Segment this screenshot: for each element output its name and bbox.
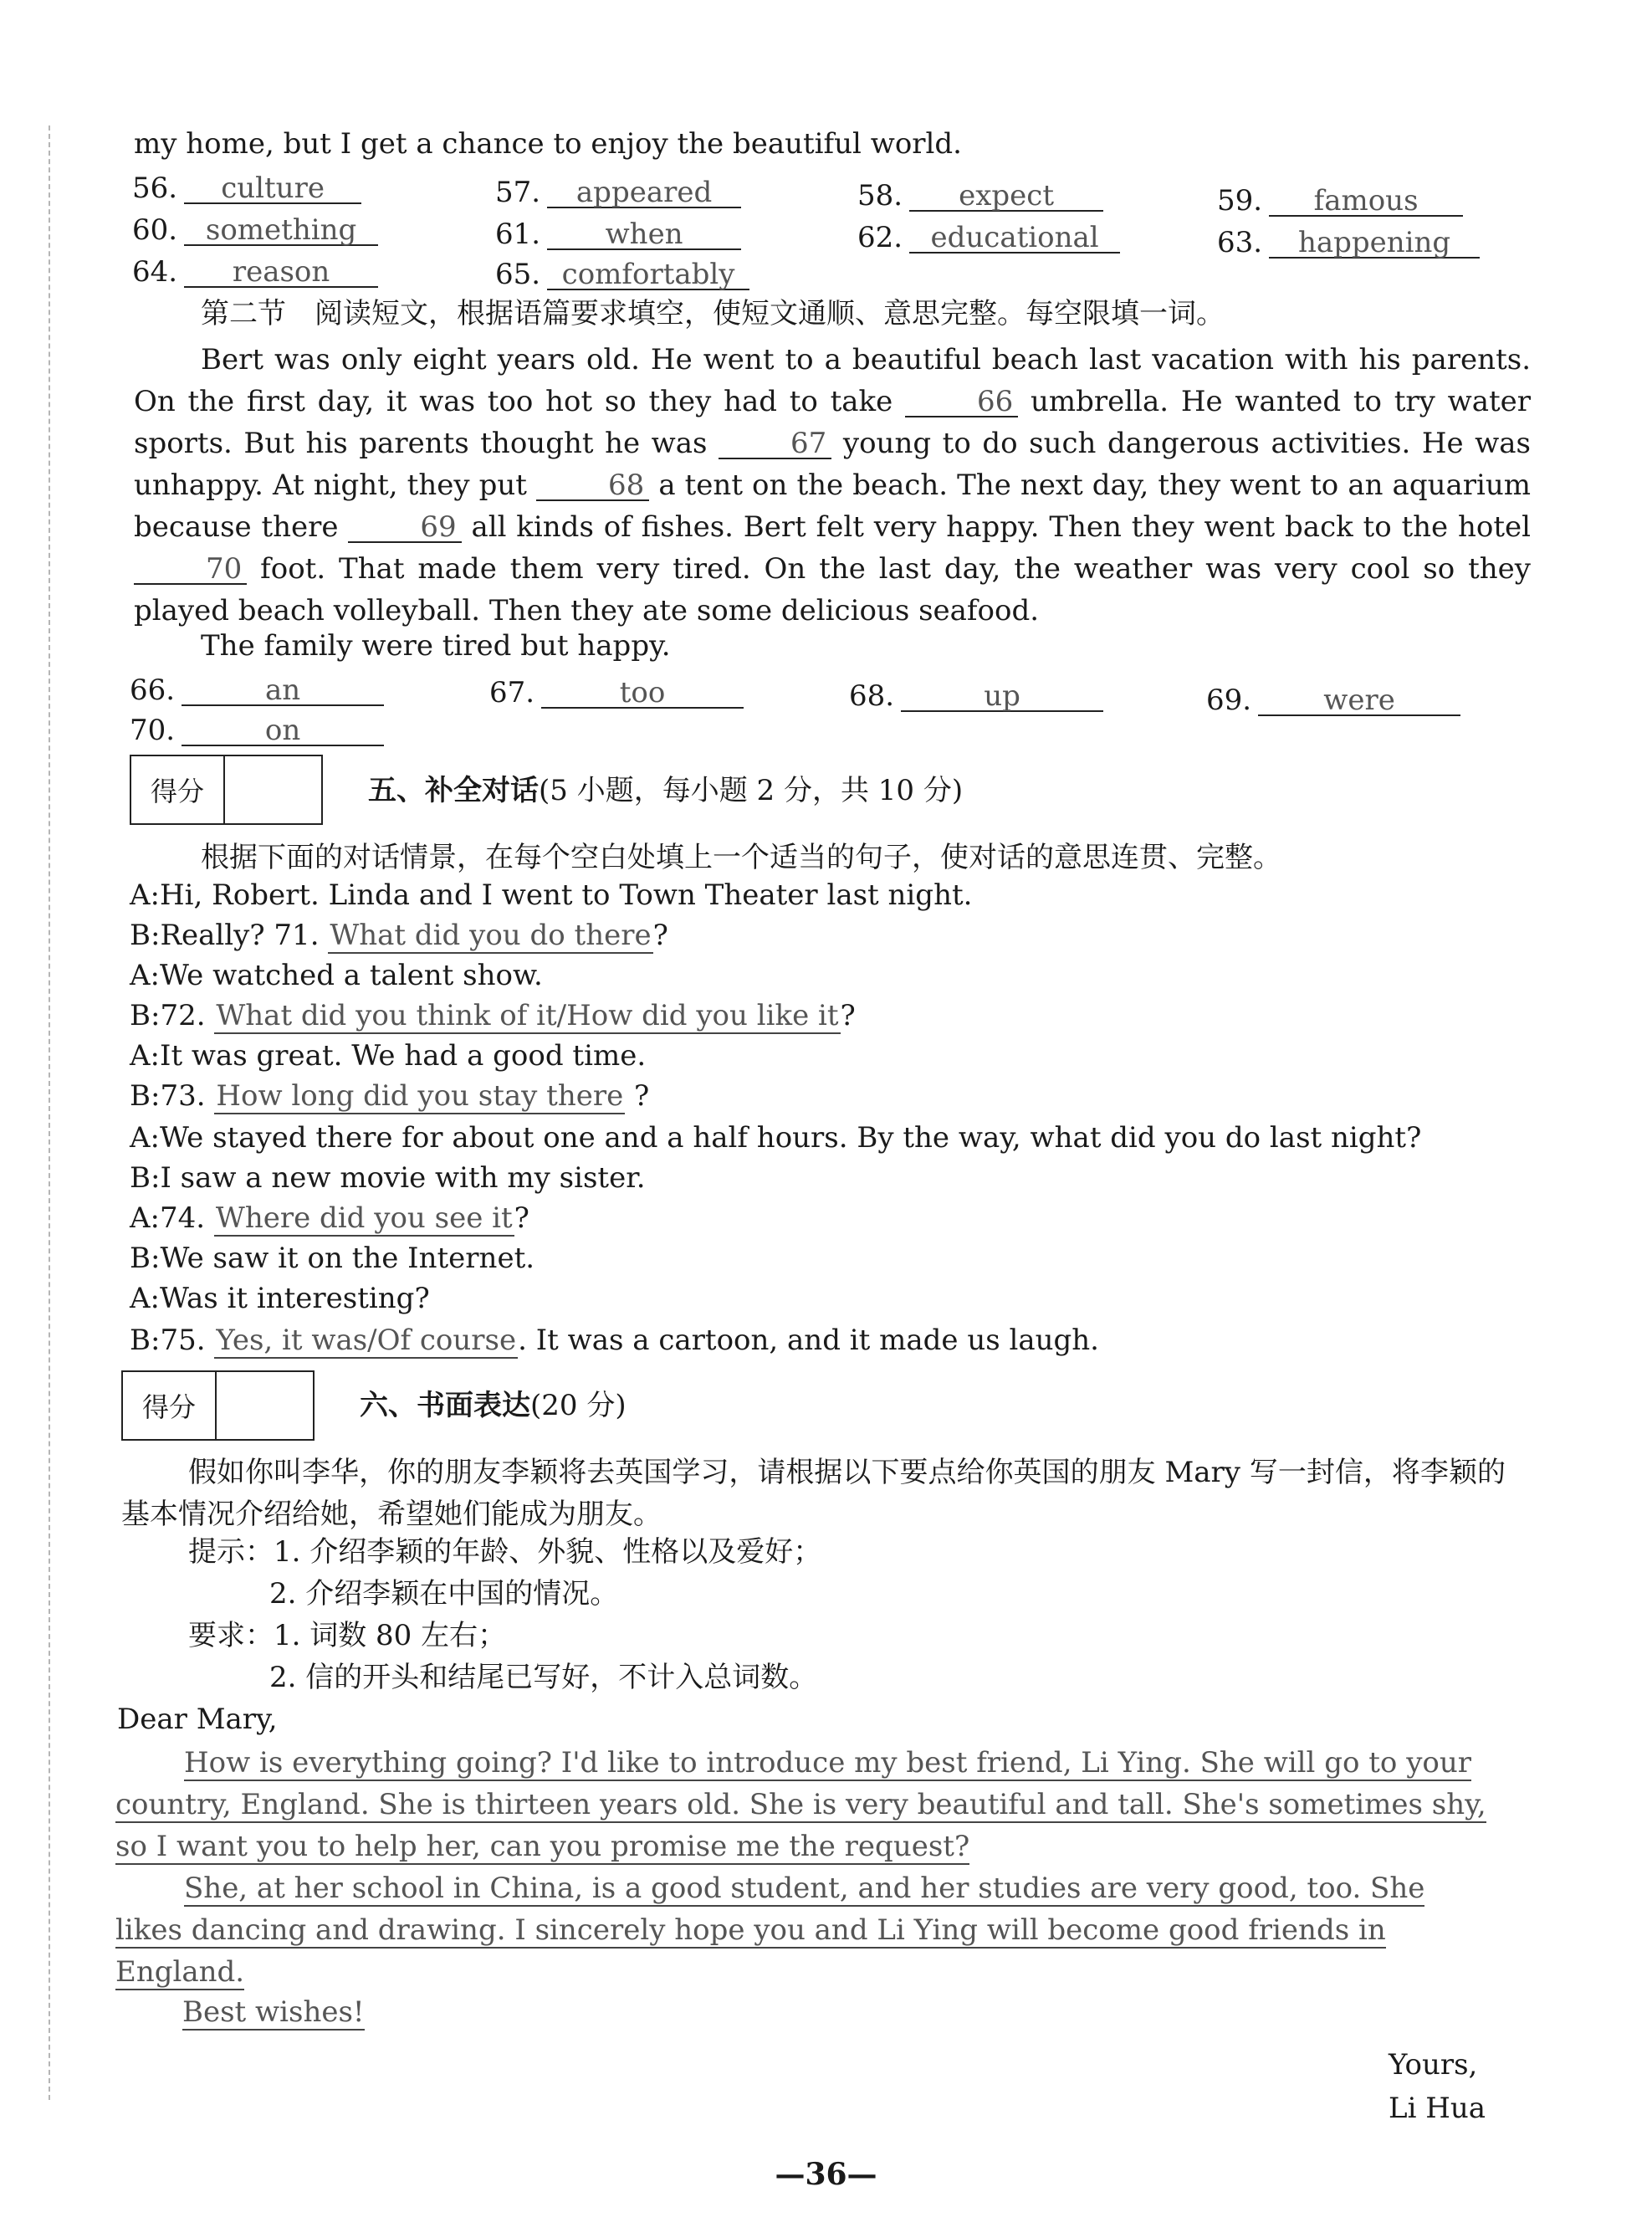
answer-blank: happening <box>1269 228 1480 259</box>
answer-item <box>1217 184 1463 218</box>
answer-number: 63. <box>1217 226 1263 259</box>
dialogue-line: A:Was it interesting? <box>130 1282 430 1315</box>
dialogue-line: B:I saw a new movie with my sister. <box>130 1161 646 1195</box>
dialogue-line: A:Hi, Robert. Linda and I went to Town Theater last night. <box>130 878 973 912</box>
answer-blank: reason <box>184 258 378 288</box>
score-label: 得分 <box>131 756 225 823</box>
answer-number: 69. <box>1206 684 1252 717</box>
answer-item <box>132 255 378 289</box>
answer-blank: an <box>182 676 384 706</box>
answer-blank: culture <box>184 174 361 204</box>
score-blank <box>217 1372 313 1439</box>
dialogue-answer: How long did you stay there <box>216 1079 624 1113</box>
answer-number: 58. <box>857 179 903 213</box>
answer-item <box>1217 226 1480 259</box>
answer-item <box>857 221 1120 254</box>
dialogue-answer: What did you think of it/How did you like it <box>216 999 839 1032</box>
answer-item <box>130 714 384 747</box>
answer-item <box>1206 684 1460 717</box>
answer-number: 67. <box>489 676 535 709</box>
binding-margin-line <box>49 125 50 2100</box>
answer-number: 56. <box>132 172 178 205</box>
letter-signoff: Yours, <box>1389 2048 1478 2082</box>
section6-points: (20 分) <box>530 1389 627 1422</box>
score-box <box>121 1370 315 1441</box>
answer-blank: famous <box>1269 187 1463 217</box>
section2-heading: 第二节 阅读短文，根据语篇要求填空，使短文通顺、意思完整。每空限填一词。 <box>201 297 1225 330</box>
dialogue-answer: What did you do there <box>330 919 652 952</box>
score-label: 得分 <box>123 1372 217 1439</box>
answer-number: 68. <box>849 679 895 713</box>
answer-blank: were <box>1258 686 1460 716</box>
dialogue-line: B:72. What did you think of it/How did you like it? <box>130 999 856 1032</box>
answer-blank: educational <box>909 223 1120 254</box>
letter-signature: Li Hua <box>1389 2092 1486 2125</box>
answer-number: 65. <box>495 258 541 291</box>
answer-number: 61. <box>495 218 541 251</box>
answer-number: 62. <box>857 221 903 254</box>
answer-item <box>132 172 361 205</box>
answer-number: 70. <box>130 714 176 747</box>
answer-blank: too <box>541 679 744 709</box>
answer-blank: expect <box>909 182 1103 212</box>
section5-points: (5 小题，每小题 2 分，共 10 分) <box>539 774 964 807</box>
answer-number: 59. <box>1217 184 1263 218</box>
hint-1: 提示：1. 介绍李颖的年龄、外貌、性格以及爱好； <box>188 1535 822 1569</box>
dialogue-line: A:We watched a talent show. <box>130 959 543 992</box>
answer-item <box>489 676 744 709</box>
dialogue-answer: Yes, it was/Of course <box>216 1324 517 1357</box>
answer-blank: up <box>901 682 1103 712</box>
letter-paragraph-1: How is everything going? I'd like to introduce my best friend, Li Ying. She will go to your country, England. She is thirteen years old. She is very beautiful and tall. She's sometimes shy, so I want you to help her, can you promise me the request? <box>115 1746 1486 1863</box>
dialogue-line: B:Really? 71. What did you do there? <box>130 919 668 952</box>
section6-title: 六、书面表达(20 分) <box>360 1389 627 1422</box>
section5-instruction: 根据下面的对话情景，在每个空白处填上一个适当的句子，使对话的意思连贯、完整。 <box>201 841 1281 874</box>
answer-item <box>495 218 741 251</box>
hint-2: 2. 介绍李颖在中国的情况。 <box>269 1577 619 1611</box>
answer-number: 60. <box>132 213 178 247</box>
answer-item <box>495 258 749 291</box>
passage-blank-70: 70 <box>134 555 247 585</box>
passage-final-line: The family were tired but happy. <box>201 629 671 663</box>
answer-item <box>495 176 741 209</box>
answer-number: 66. <box>130 673 176 707</box>
section2-passage: Bert was only eight years old. He went to a beautiful beach last vacation with his parents. On the first day, it was too hot so they had to take 66 umbrella. He wanted to try water sports. But his parents thought he was 67 young to do such dangerous activities. He was unhappy. At night, they put 68 a tent on the beach. The next day, they went to an aquarium because there 69 all kinds of fishes. Bert felt very happy. Then they went back to the hotel 70 foot. That made them very tired. On the last day, the weather was very cool so they played beach volleyball. Then they ate some delicious seafood. <box>134 343 1532 627</box>
section6-prompt: 假如你叫李华，你的朋友李颖将去英国学习，请根据以下要点给你英国的朋友 Mary 写一封信，将李颖的基本情况介绍给她，希望她们能成为朋友。 <box>121 1456 1506 1531</box>
dialogue-line: B:75. Yes, it was/Of course. It was a cartoon, and it made us laugh. <box>130 1324 1099 1357</box>
answer-number: 64. <box>132 255 178 289</box>
dialogue-line: A:We stayed there for about one and a half hours. By the way, what did you do last night? <box>130 1121 1422 1155</box>
score-blank <box>225 756 321 823</box>
answer-blank: comfortably <box>547 260 749 290</box>
requirement-1: 要求：1. 词数 80 左右； <box>188 1619 507 1652</box>
answer-blank: something <box>184 216 378 246</box>
passage-blank-67: 67 <box>719 429 831 459</box>
letter-closing: Best wishes! <box>182 1995 365 2029</box>
answer-item <box>857 179 1103 213</box>
score-box <box>130 755 323 825</box>
dialogue-answer: Where did you see it <box>215 1201 513 1235</box>
answer-blank: when <box>547 220 741 250</box>
dialogue-line: B:73. How long did you stay there ? <box>130 1079 650 1113</box>
page-number: —36— <box>775 2157 877 2192</box>
answer-item <box>130 673 384 707</box>
section5-title: 五、补全对话(5 小题，每小题 2 分，共 10 分) <box>368 774 964 807</box>
letter-salutation: Dear Mary, <box>117 1703 278 1736</box>
intro-line: my home, but I get a chance to enjoy the beautiful world. <box>134 127 962 161</box>
requirement-2: 2. 信的开头和结尾已写好，不计入总词数。 <box>269 1661 818 1694</box>
letter-paragraph-2: She, at her school in China, is a good student, and her studies are very good, too. She likes dancing and drawing. I sincerely hope you and Li Ying will become good friends in England. <box>115 1872 1425 1989</box>
answer-item <box>132 213 378 247</box>
answer-blank: on <box>182 716 384 746</box>
passage-blank-68: 68 <box>536 471 649 501</box>
answer-blank: appeared <box>547 178 741 208</box>
dialogue-line: A:It was great. We had a good time. <box>130 1039 647 1073</box>
passage-blank-66: 66 <box>905 387 1018 417</box>
dialogue-line: A:74. Where did you see it? <box>130 1201 529 1235</box>
dialogue-line: B:We saw it on the Internet. <box>130 1242 535 1275</box>
passage-blank-69: 69 <box>348 513 461 543</box>
answer-item <box>849 679 1103 713</box>
answer-number: 57. <box>495 176 541 209</box>
